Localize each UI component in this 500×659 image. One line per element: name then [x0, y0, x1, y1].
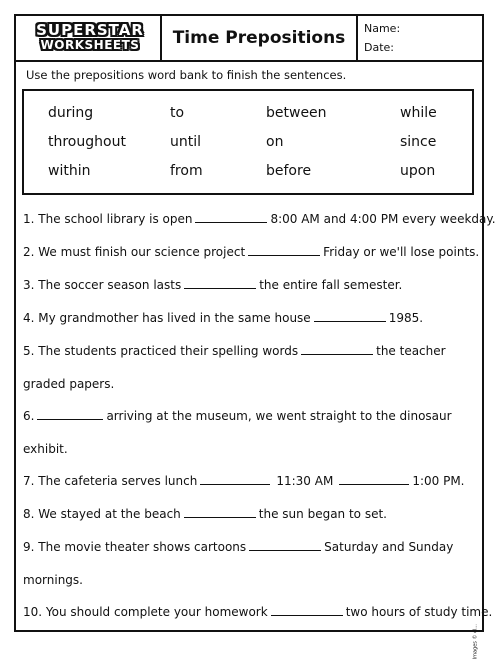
question-text: exhibit. [23, 442, 68, 456]
question-text: arriving at the museum, we went straight to the dinosaur [106, 409, 452, 423]
question-text: Friday or we'll lose points. [323, 245, 480, 259]
question-10 [23, 605, 492, 619]
word-bank-item: within [48, 163, 91, 179]
answer-blank[interactable] [339, 483, 409, 485]
answer-blank[interactable] [200, 483, 270, 485]
question-text: 1. The school library is open [23, 212, 193, 226]
question-8 [23, 507, 387, 521]
answer-blank[interactable] [195, 221, 267, 223]
answer-blank[interactable] [301, 353, 373, 355]
question-text: 4. My grandmother has lived in the same house [23, 311, 311, 325]
answer-blank[interactable] [37, 418, 103, 420]
date-field-label[interactable]: Date: [364, 41, 394, 54]
question-text: 8:00 AM and 4:00 PM every weekday. [270, 212, 496, 226]
question-text: Saturday and Sunday [324, 540, 454, 554]
question-text: mornings. [23, 573, 83, 587]
logo-line-2: WORKSHEETS [40, 37, 140, 52]
question-text: 9. The movie theater shows cartoons [23, 540, 247, 554]
question-3 [23, 278, 402, 292]
word-bank-item: before [266, 163, 312, 179]
question-text: 1985. [388, 311, 424, 325]
question-text: 5. The students practiced their spelling words [23, 344, 299, 358]
worksheet [14, 14, 496, 659]
name-field-label[interactable]: Name: [364, 22, 401, 35]
question-text: 7. The cafeteria serves lunch [23, 474, 198, 488]
question-text: the teacher [376, 344, 446, 358]
question-text: 1:00 PM. [412, 474, 465, 488]
answer-blank[interactable] [184, 287, 256, 289]
answer-blank[interactable] [249, 549, 321, 551]
question-6 [23, 409, 452, 423]
question-text: 3. The soccer season lasts [23, 278, 182, 292]
question-6-continuation [23, 442, 68, 456]
question-text: 2. We must finish our science project [23, 245, 246, 259]
word-bank-item: throughout [48, 134, 126, 150]
logo-line-1: SUPERSTAR [36, 20, 144, 39]
image-credit: Images © cl... [472, 624, 478, 659]
word-bank-item: on [266, 134, 284, 150]
name-date-box [358, 16, 482, 60]
word-bank-item: upon [400, 163, 436, 179]
word-bank-item: since [400, 134, 437, 150]
word-bank-item: to [170, 105, 185, 121]
question-text: two hours of study time. [345, 605, 493, 619]
answer-blank[interactable] [314, 320, 386, 322]
word-bank-item: while [400, 105, 437, 121]
question-2 [23, 245, 479, 259]
word-bank-item: from [170, 163, 203, 179]
question-text: graded papers. [23, 377, 115, 391]
word-bank [22, 89, 474, 195]
question-text: 10. You should complete your homework [23, 605, 268, 619]
question-text: 11:30 AM [276, 474, 334, 488]
question-text: 6. [23, 409, 35, 423]
answer-blank[interactable] [184, 516, 256, 518]
question-5 [23, 344, 446, 358]
word-bank-item: during [48, 105, 94, 121]
word-bank-item: until [170, 134, 202, 150]
question-text: 8. We stayed at the beach [23, 507, 181, 521]
question-9 [23, 540, 453, 554]
question-5-continuation [23, 377, 114, 391]
worksheet-header [16, 16, 482, 62]
page-title: Time Prepositions [172, 28, 346, 48]
superstar-worksheets-logo [20, 18, 160, 56]
question-text: the sun began to set. [258, 507, 387, 521]
word-bank-item: between [266, 105, 327, 121]
answer-blank[interactable] [271, 614, 343, 616]
instructions: Use the prepositions word bank to finish the sentences. [26, 68, 347, 82]
question-9-continuation [23, 573, 83, 587]
question-7 [23, 474, 465, 488]
question-1 [23, 212, 496, 226]
question-4 [23, 311, 423, 325]
question-text: the entire fall semester. [259, 278, 403, 292]
answer-blank[interactable] [248, 254, 320, 256]
